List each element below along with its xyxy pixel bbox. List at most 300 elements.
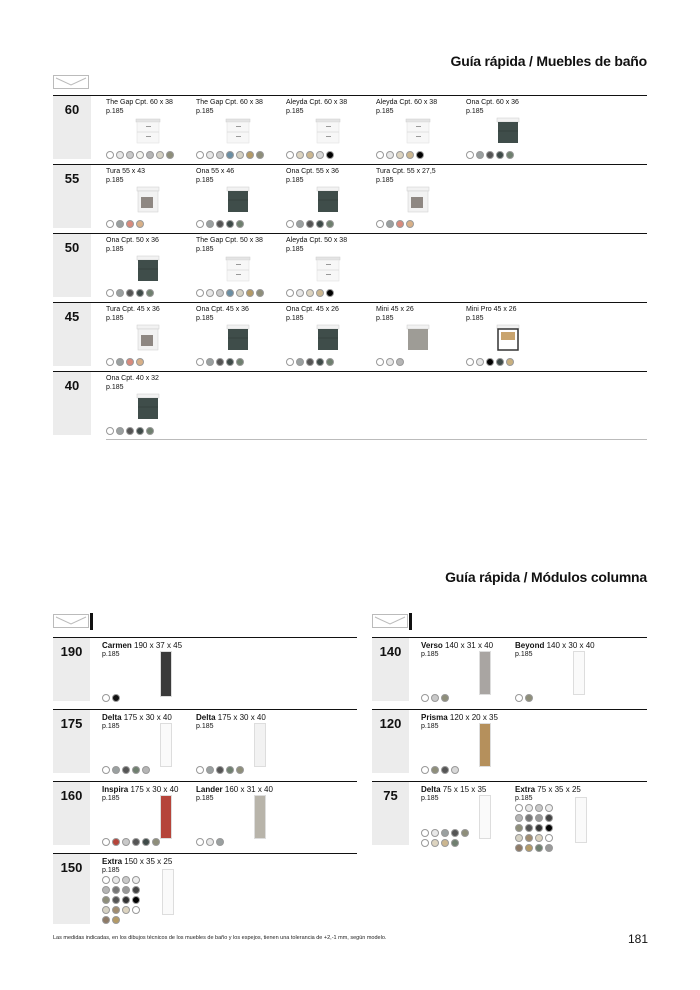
row-divider (53, 709, 357, 710)
color-swatch (112, 838, 120, 846)
module-item[interactable] (421, 785, 513, 803)
module-page: p.185 (421, 723, 439, 730)
product-image (133, 184, 163, 214)
module-item[interactable] (196, 785, 288, 803)
color-swatch (196, 289, 204, 297)
module-item[interactable] (102, 713, 194, 731)
product-image (313, 115, 343, 145)
module-item[interactable] (515, 785, 607, 803)
color-swatch (535, 834, 543, 842)
color-swatch (216, 358, 224, 366)
module-page: p.185 (196, 795, 214, 802)
size-label: 40 (53, 372, 91, 435)
color-swatch (206, 151, 214, 159)
color-swatch (256, 289, 264, 297)
color-swatch (136, 358, 144, 366)
product-page: p.185 (376, 314, 394, 322)
height-label: 160 (53, 782, 90, 845)
column-image (573, 651, 585, 695)
color-swatches (196, 151, 264, 159)
color-swatch (326, 151, 334, 159)
color-swatch (525, 834, 533, 842)
color-swatch (126, 151, 134, 159)
module-dims: 190 x 37 x 45 (134, 641, 183, 650)
color-swatch (206, 766, 214, 774)
color-swatch (122, 838, 130, 846)
color-swatch (286, 289, 294, 297)
module-name: Delta (421, 785, 441, 794)
color-swatch (476, 358, 484, 366)
color-swatch (126, 427, 134, 435)
color-swatches (466, 358, 514, 366)
color-swatch (421, 766, 429, 774)
product-page: p.185 (196, 176, 214, 184)
product-image (133, 391, 163, 421)
color-swatch (126, 220, 134, 228)
color-swatch (132, 886, 140, 894)
row-divider (53, 781, 357, 782)
color-swatches (196, 838, 224, 846)
module-name: Carmen (102, 641, 132, 650)
column-image (479, 723, 491, 767)
height-label: 140 (372, 638, 409, 701)
color-swatches (196, 766, 244, 774)
module-page: p.185 (421, 795, 439, 802)
color-swatches (421, 839, 459, 847)
module-name: Lander (196, 785, 223, 794)
product-name: Tura Cpt. 55 x 27,5 (376, 168, 436, 175)
product-name: The Gap Cpt. 60 x 38 (106, 99, 173, 106)
color-swatch (326, 358, 334, 366)
column-image (479, 795, 491, 839)
color-swatches (286, 220, 334, 228)
color-swatch (146, 289, 154, 297)
ruler-icon (372, 614, 408, 628)
ruler-icon (53, 614, 89, 628)
color-swatch (306, 220, 314, 228)
color-swatch (122, 886, 130, 894)
row-divider (372, 709, 647, 710)
color-swatch (256, 151, 264, 159)
color-swatch (196, 838, 204, 846)
color-swatch (122, 876, 130, 884)
module-dims: 140 x 30 x 40 (546, 641, 595, 650)
module-dims: 175 x 30 x 40 (130, 785, 179, 794)
product-item[interactable] (196, 306, 282, 323)
color-swatches (515, 804, 553, 852)
tab-marker (90, 613, 93, 630)
color-swatch (296, 220, 304, 228)
color-swatch (441, 694, 449, 702)
product-item[interactable] (106, 375, 192, 392)
product-page: p.185 (286, 107, 304, 115)
color-swatch (236, 151, 244, 159)
color-swatch (466, 358, 474, 366)
color-swatch (326, 289, 334, 297)
product-page: p.185 (376, 176, 394, 184)
color-swatch (535, 804, 543, 812)
color-swatch (316, 289, 324, 297)
color-swatch (396, 220, 404, 228)
size-label: 50 (53, 234, 91, 297)
product-item[interactable] (466, 306, 552, 323)
color-swatch (116, 289, 124, 297)
product-image (313, 253, 343, 283)
color-swatches (286, 358, 334, 366)
color-swatch (102, 886, 110, 894)
module-page: p.185 (102, 795, 120, 802)
row-divider (53, 302, 647, 303)
color-swatch (102, 906, 110, 914)
color-swatches (102, 838, 160, 846)
product-name: Ona Cpt. 55 x 36 (286, 168, 339, 175)
product-image (223, 115, 253, 145)
product-item[interactable] (286, 168, 372, 185)
module-page: p.185 (421, 651, 439, 658)
product-page: p.185 (196, 107, 214, 115)
product-name: Mini Pro 45 x 26 (466, 306, 517, 313)
color-swatch (421, 839, 429, 847)
color-swatches (102, 766, 150, 774)
product-page: p.185 (196, 245, 214, 253)
size-label: 45 (53, 303, 91, 366)
column-image (160, 795, 172, 839)
row-divider (372, 637, 647, 638)
color-swatch (545, 804, 553, 812)
color-swatches (106, 358, 144, 366)
product-name: Aleyda Cpt. 50 x 38 (286, 237, 348, 244)
height-label: 150 (53, 854, 90, 924)
color-swatch (441, 829, 449, 837)
color-swatch (236, 766, 244, 774)
row-divider (53, 637, 357, 638)
color-swatch (132, 876, 140, 884)
page-number: 181 (627, 932, 648, 946)
module-name: Extra (102, 857, 123, 866)
color-swatch (316, 358, 324, 366)
color-swatch (296, 289, 304, 297)
color-swatch (486, 151, 494, 159)
color-swatch (106, 289, 114, 297)
color-swatch (515, 694, 523, 702)
product-name: Tura Cpt. 45 x 36 (106, 306, 160, 313)
color-swatch (216, 766, 224, 774)
color-swatches (102, 694, 120, 702)
color-swatch (386, 151, 394, 159)
color-swatch (122, 896, 130, 904)
color-swatch (421, 829, 429, 837)
height-label: 120 (372, 710, 409, 773)
height-label: 75 (372, 782, 409, 845)
color-swatch (216, 220, 224, 228)
module-dims: 150 x 35 x 25 (124, 857, 173, 866)
color-swatch (196, 766, 204, 774)
size-label: 55 (53, 165, 91, 228)
module-dims: 175 x 30 x 40 (123, 713, 172, 722)
color-swatch (376, 220, 384, 228)
product-item[interactable] (196, 168, 282, 185)
color-swatch (406, 220, 414, 228)
color-swatch (506, 151, 514, 159)
color-swatch (112, 906, 120, 914)
color-swatch (515, 824, 523, 832)
product-image (403, 115, 433, 145)
color-swatch (431, 766, 439, 774)
color-swatch (146, 427, 154, 435)
product-image (133, 115, 163, 145)
color-swatch (515, 814, 523, 822)
product-item[interactable] (286, 306, 372, 323)
product-item[interactable] (286, 237, 372, 254)
color-swatch (451, 766, 459, 774)
color-swatch (406, 151, 414, 159)
row-divider (53, 164, 647, 165)
color-swatch (396, 358, 404, 366)
row-divider (53, 233, 647, 234)
color-swatch (112, 876, 120, 884)
color-swatch (246, 151, 254, 159)
module-item[interactable] (102, 857, 194, 875)
column-image (254, 795, 266, 839)
column-image (575, 797, 587, 843)
color-swatch (102, 916, 110, 924)
page-title: Guía rápida / Muebles de baño (450, 53, 647, 69)
module-page: p.185 (515, 795, 533, 802)
color-swatches (515, 694, 533, 702)
color-swatches (421, 829, 469, 837)
product-name: Aleyda Cpt. 60 x 38 (376, 99, 438, 106)
color-swatch (286, 151, 294, 159)
product-item[interactable] (106, 237, 192, 254)
product-page: p.185 (106, 176, 124, 184)
color-swatch (236, 358, 244, 366)
tab-marker (409, 613, 412, 630)
row-divider (53, 371, 647, 372)
color-swatches (421, 766, 459, 774)
color-swatch (136, 427, 144, 435)
color-swatch (106, 151, 114, 159)
module-name: Inspira (102, 785, 129, 794)
color-swatch (166, 151, 174, 159)
color-swatch (226, 766, 234, 774)
color-swatch (106, 427, 114, 435)
color-swatch (216, 289, 224, 297)
product-item[interactable] (376, 306, 462, 323)
module-name: Delta (102, 713, 122, 722)
color-swatch (316, 220, 324, 228)
module-item[interactable] (102, 785, 194, 803)
row-divider (53, 853, 357, 854)
product-image (313, 322, 343, 352)
product-item[interactable] (106, 99, 192, 116)
color-swatch (535, 844, 543, 852)
color-swatch (126, 289, 134, 297)
product-item[interactable] (376, 168, 462, 185)
color-swatch (236, 220, 244, 228)
color-swatch (226, 220, 234, 228)
color-swatch (525, 844, 533, 852)
color-swatch (296, 151, 304, 159)
color-swatches (102, 876, 140, 924)
color-swatch (296, 358, 304, 366)
color-swatch (545, 824, 553, 832)
module-page: p.185 (196, 723, 214, 730)
color-swatches (106, 220, 144, 228)
product-image (313, 184, 343, 214)
product-item[interactable] (286, 99, 372, 116)
color-swatch (132, 766, 140, 774)
row-end-line (106, 439, 647, 440)
color-swatch (206, 289, 214, 297)
product-image (493, 115, 523, 145)
color-swatch (466, 151, 474, 159)
product-page: p.185 (286, 314, 304, 322)
color-swatches (376, 220, 414, 228)
color-swatch (246, 289, 254, 297)
module-item[interactable] (421, 641, 513, 659)
color-swatch (316, 151, 324, 159)
color-swatch (451, 839, 459, 847)
section-title: Guía rápida / Módulos columna (445, 569, 647, 585)
module-item[interactable] (102, 641, 194, 659)
module-dims: 160 x 31 x 40 (224, 785, 273, 794)
product-item[interactable] (376, 99, 462, 116)
color-swatch (102, 838, 110, 846)
color-swatch (376, 358, 384, 366)
color-swatch (431, 829, 439, 837)
product-item[interactable] (106, 306, 192, 323)
color-swatches (376, 358, 404, 366)
ruler-icon (53, 75, 89, 89)
product-name: Aleyda Cpt. 60 x 38 (286, 99, 348, 106)
color-swatch (206, 358, 214, 366)
color-swatch (116, 220, 124, 228)
module-page: p.185 (102, 723, 120, 730)
column-image (160, 651, 172, 697)
color-swatch (156, 151, 164, 159)
row-divider (53, 95, 647, 96)
color-swatch (102, 896, 110, 904)
color-swatch (112, 766, 120, 774)
product-name: Ona Cpt. 40 x 32 (106, 375, 159, 382)
color-swatch (535, 814, 543, 822)
product-name: The Gap Cpt. 50 x 38 (196, 237, 263, 244)
color-swatch (236, 289, 244, 297)
color-swatch (306, 358, 314, 366)
color-swatches (196, 220, 244, 228)
product-page: p.185 (106, 383, 124, 391)
color-swatch (326, 220, 334, 228)
color-swatches (106, 151, 174, 159)
color-swatch (216, 838, 224, 846)
product-image (403, 322, 433, 352)
product-name: Ona Cpt. 50 x 36 (106, 237, 159, 244)
module-page: p.185 (515, 651, 533, 658)
color-swatch (421, 694, 429, 702)
height-label: 175 (53, 710, 90, 773)
module-item[interactable] (421, 713, 513, 731)
color-swatch (461, 829, 469, 837)
color-swatch (142, 838, 150, 846)
column-image (162, 869, 174, 915)
color-swatch (136, 151, 144, 159)
color-swatch (116, 427, 124, 435)
color-swatch (196, 358, 204, 366)
color-swatches (196, 358, 244, 366)
color-swatch (126, 358, 134, 366)
module-name: Prisma (421, 713, 448, 722)
color-swatch (132, 838, 140, 846)
color-swatch (441, 766, 449, 774)
color-swatches (286, 289, 334, 297)
color-swatch (515, 844, 523, 852)
color-swatch (206, 838, 214, 846)
module-item[interactable] (196, 713, 288, 731)
color-swatch (146, 151, 154, 159)
color-swatch (132, 896, 140, 904)
color-swatch (396, 151, 404, 159)
product-page: p.185 (376, 107, 394, 115)
product-page: p.185 (286, 245, 304, 253)
module-dims: 120 x 20 x 35 (449, 713, 498, 722)
color-swatch (112, 886, 120, 894)
product-name: Ona Cpt. 45 x 26 (286, 306, 339, 313)
product-image (133, 322, 163, 352)
color-swatch (106, 358, 114, 366)
module-dims: 140 x 31 x 40 (445, 641, 494, 650)
color-swatches (466, 151, 514, 159)
color-swatch (525, 814, 533, 822)
color-swatches (421, 694, 449, 702)
product-item[interactable] (466, 99, 552, 116)
color-swatch (136, 289, 144, 297)
product-image (223, 253, 253, 283)
height-label: 190 (53, 638, 90, 701)
product-name: Ona Cpt. 45 x 36 (196, 306, 249, 313)
color-swatch (476, 151, 484, 159)
color-swatch (535, 824, 543, 832)
color-swatch (306, 151, 314, 159)
product-image (133, 253, 163, 283)
color-swatch (216, 151, 224, 159)
column-image (479, 651, 491, 695)
color-swatch (122, 766, 130, 774)
color-swatch (102, 876, 110, 884)
size-label: 60 (53, 96, 91, 159)
product-item[interactable] (196, 237, 282, 254)
module-item[interactable] (515, 641, 607, 659)
product-image (403, 184, 433, 214)
color-swatch (386, 220, 394, 228)
color-swatch (286, 358, 294, 366)
color-swatch (106, 220, 114, 228)
color-swatch (196, 151, 204, 159)
product-page: p.185 (286, 176, 304, 184)
color-swatch (102, 694, 110, 702)
product-page: p.185 (106, 107, 124, 115)
color-swatch (525, 694, 533, 702)
color-swatch (122, 906, 130, 914)
color-swatches (196, 289, 264, 297)
color-swatch (226, 289, 234, 297)
color-swatch (451, 829, 459, 837)
color-swatches (376, 151, 424, 159)
product-page: p.185 (196, 314, 214, 322)
product-item[interactable] (106, 168, 192, 185)
product-item[interactable] (196, 99, 282, 116)
color-swatch (136, 220, 144, 228)
color-swatch (496, 151, 504, 159)
